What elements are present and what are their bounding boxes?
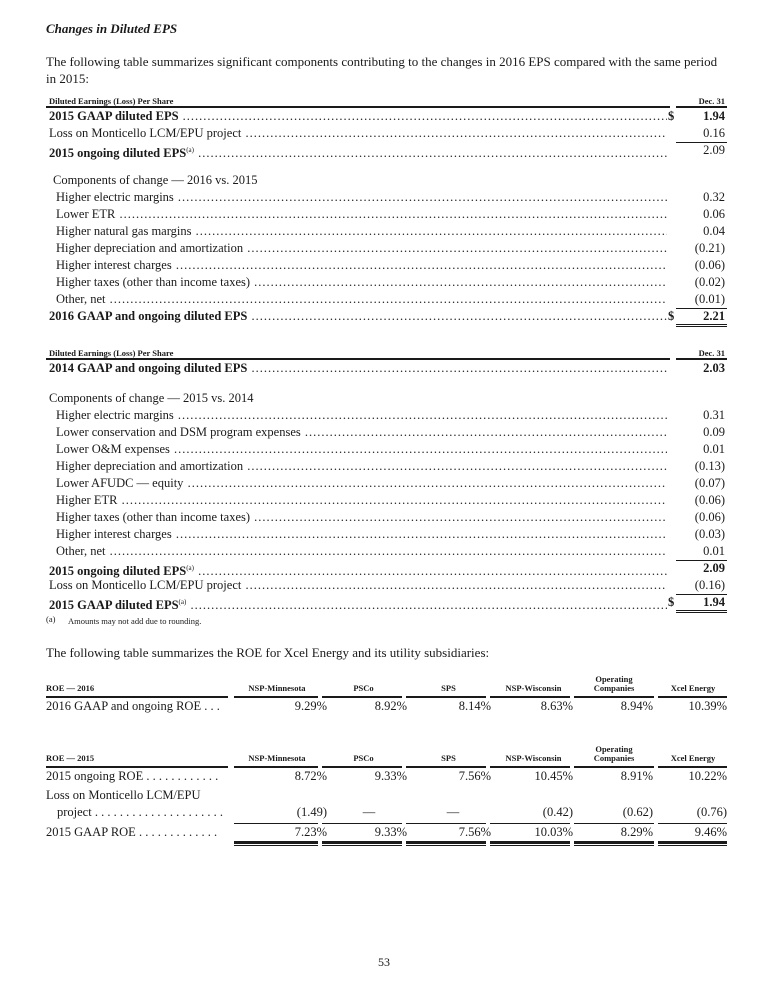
row-label: 2015 ongoing diluted EPS	[49, 146, 187, 161]
table-row: Higher depreciation and amortization ..... (0.13)	[46, 458, 727, 475]
table-row: Higher taxes (other than income taxes) ..... (0.02)	[46, 274, 727, 291]
table-row: Higher depreciation and amortization ..... (0.21)	[46, 240, 727, 257]
col-header: PSCo	[353, 683, 374, 693]
header-column: Dec. 31	[698, 96, 725, 106]
table-row: 2015 ongoing diluted EPS$^{(a)}$ ..... 2.09	[46, 560, 727, 577]
table-row: Loss on Monticello LCM/EPU project . . . . . . . . . . . . . . . . . . . . . (1.49) — — (0.42) (0.62) (0.76)	[46, 788, 727, 819]
table-row: 2015 ongoing ROE . . . . . . . . . . . . 8.72% 9.33% 7.56% 10.45% 8.91% 10.22%	[46, 769, 727, 783]
table-row: Higher natural gas margins ..... 0.04	[46, 223, 727, 240]
components-title: Components of change — 2016 vs. 2015	[53, 173, 258, 187]
table-row: Higher interest charges ..... (0.03)	[46, 526, 727, 543]
table-header	[46, 344, 727, 360]
header-column: Dec. 31	[698, 348, 725, 358]
col-header: Operating Companies	[593, 674, 635, 693]
table-header	[46, 92, 727, 108]
footnote-text: Amounts may not add due to rounding.	[68, 616, 202, 626]
footnote-ref: (a)	[186, 146, 194, 154]
table-row: Loss on Monticello LCM/EPU project ..... (0.16)	[46, 577, 727, 594]
roe-table-2016	[46, 668, 727, 715]
intro-roe-paragraph: The following table summarizes the ROE for Xcel Energy and its utility subsidiaries:	[46, 645, 490, 660]
table-row: Higher electric margins ..... 0.31	[46, 407, 727, 424]
table-row: 2016 GAAP and ongoing ROE . . . 9.29% 8.92% 8.14% 8.63% 8.94% 10.39%	[46, 699, 727, 713]
table-row: Lower conservation and DSM program expenses ..... 0.09	[46, 424, 727, 441]
table-row: 2015 GAAP ROE . . . . . . . . . . . . . 7.23% 9.33% 7.56% 10.03% 8.29% 9.46%	[46, 825, 727, 839]
table-row: Higher interest charges ..... (0.06)	[46, 257, 727, 274]
table-row: Lower AFUDC — equity ..... (0.07)	[46, 475, 727, 492]
header-label: Diluted Earnings (Loss) Per Share	[49, 348, 174, 358]
footnote-marker: (a)	[46, 614, 56, 624]
table-row	[46, 108, 727, 125]
col-header: NSP-Minnesota	[248, 683, 306, 693]
section-heading: Changes in Diluted EPS	[46, 21, 178, 36]
table-row: Other, net ..... 0.01	[46, 543, 727, 560]
table-row-total: 2016 GAAP and ongoing diluted EPS ..... $ 2.21	[46, 308, 727, 325]
row-value: 1.94	[703, 109, 725, 123]
table-row: 2014 GAAP and ongoing diluted EPS ..... 2.03	[46, 360, 727, 377]
table-row	[46, 125, 727, 142]
row-value: 2.09	[703, 143, 725, 157]
table-row-total: 2015 GAAP diluted EPS$^{(a)}$ ..... $ 1.94	[46, 594, 727, 611]
col-header: NSP-Wisconsin	[505, 683, 562, 693]
page-number: 53	[378, 955, 390, 969]
dollar-sign: $	[668, 109, 675, 123]
intro-eps-paragraph: The following table summarizes significant components contributing to the changes in 2016 EPS compared with the same period in 2015:	[46, 54, 718, 86]
table-row: Higher electric margins ..... 0.32	[46, 189, 727, 206]
table-row: Higher taxes (other than income taxes) ..... (0.06)	[46, 509, 727, 526]
header-label: Diluted Earnings (Loss) Per Share	[49, 96, 174, 106]
eps-table-2015	[46, 344, 727, 611]
row-label: 2015 GAAP diluted EPS .....	[49, 109, 667, 123]
table-row: Lower ETR ..... 0.06	[46, 206, 727, 223]
row-label: Loss on Monticello LCM/EPU project .....	[49, 126, 667, 140]
roe-table-2015: ROE — 2015 NSP-Minnesota PSCo SPS NSP-Wisconsin Operating Companies Xcel Energy 2015 ongoing ROE . . . . . . . . . . . . 8.72% 9.33% 7.56% 10.45% 8.91% 10.22% Loss on Monticello LCM/EPU project . . . . . . . . . . . . . . . . . . . . . (1.49) — — (0.42) (0.62) (0.76) 2015 GAAP ROE . . . . . . . . . . . . . 7.23% 9.33% 7.56% 10.03% 8.29% 9.46%	[46, 738, 727, 845]
table-row: Lower O&M expenses ..... 0.01	[46, 441, 727, 458]
col-header: SPS	[441, 683, 456, 693]
table-row	[46, 142, 727, 159]
col-header: Xcel Energy	[670, 683, 716, 693]
roe-title: ROE — 2016	[46, 683, 95, 693]
table-row: Higher ETR ..... (0.06)	[46, 492, 727, 509]
eps-table-2016	[46, 92, 727, 325]
row-value: 0.16	[703, 126, 725, 140]
components-title: Components of change — 2015 vs. 2014	[49, 391, 254, 405]
table-row: Other, net ..... (0.01)	[46, 291, 727, 308]
